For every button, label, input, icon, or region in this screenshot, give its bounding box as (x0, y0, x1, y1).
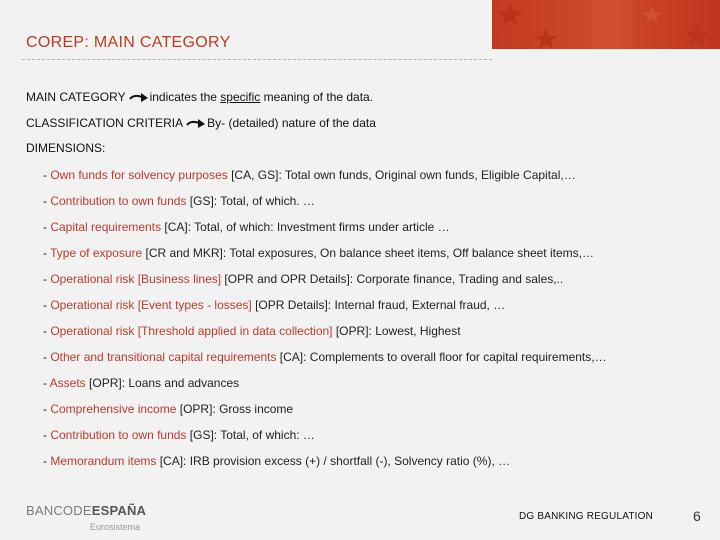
dimension-detail: [OPR]: Loans and advances (85, 376, 240, 390)
dimension-detail: [CA]: Total, of which: Investment firms under article … (161, 220, 450, 234)
list-item: - Capital requirements [CA]: Total, of which: Investment firms under article … (43, 220, 450, 234)
list-item: - Operational risk [Business lines] [OPR and OPR Details]: Corporate finance, Trading and sales,.. (43, 272, 564, 286)
logo-text-light: BANCODE (26, 503, 92, 518)
dimension-name: Contribution to own funds (50, 428, 187, 442)
dimensions-heading: DIMENSIONS: (26, 141, 106, 155)
dimension-name: Memorandum items (50, 454, 157, 468)
corner-decoration (492, 0, 720, 49)
right-arrow-icon (129, 91, 149, 103)
definition-main-category (26, 90, 373, 104)
department-label: DG BANKING REGULATION (519, 511, 654, 522)
dimension-name: Capital requirements (50, 220, 162, 234)
dimension-detail: [OPR]: Lowest, Highest (332, 324, 461, 338)
list-item: - Type of exposure [CR and MKR]: Total exposures, On balance sheet items, Off balance sheet items,… (43, 246, 594, 260)
dimension-name: Operational risk [Threshold applied in data collection] (50, 324, 333, 338)
definition-term: CLASSIFICATION CRITERIA (26, 116, 184, 130)
definition-text: By- (detailed) nature of the data (207, 116, 376, 130)
dimension-name: Comprehensive income (50, 402, 177, 416)
page-number: 6 (693, 508, 701, 524)
dimension-detail: [OPR]: Gross income (176, 402, 294, 416)
list-item: - Operational risk [Event types - losses] [OPR Details]: Internal fraud, External fraud, … (43, 298, 506, 312)
dimension-name: Own funds for solvency purposes (50, 168, 228, 182)
dimension-name: Operational risk [Business lines] (50, 272, 222, 286)
dimension-detail: [GS]: Total, of which. … (186, 194, 315, 208)
dimension-name: Contribution to own funds (50, 194, 187, 208)
list-item: - Memorandum items [CA]: IRB provision excess (+) / shortfall (-), Solvency ratio (%), … (43, 454, 511, 468)
dimension-detail: [CA]: IRB provision excess (+) / shortfall (-), Solvency ratio (%), … (156, 454, 511, 468)
list-item: - Assets [OPR]: Loans and advances (43, 376, 240, 390)
definition-text-end: meaning of the data. (260, 90, 374, 104)
dimension-detail: [GS]: Total, of which: … (186, 428, 315, 442)
dimension-name: Other and transitional capital requirements (50, 350, 277, 364)
list-item: - Contribution to own funds [GS]: Total, of which. … (43, 194, 315, 208)
dimension-detail: [CA, GS]: Total own funds, Original own funds, Eligible Capital,… (227, 168, 576, 182)
bank-logo (26, 503, 146, 532)
dimension-name: Type of exposure (50, 246, 143, 260)
dimension-detail: [CR and MKR]: Total exposures, On balance sheet items, Off balance sheet items,… (142, 246, 594, 260)
list-item: - Comprehensive income [OPR]: Gross income (43, 402, 294, 416)
list-item: - Contribution to own funds [GS]: Total, of which: … (43, 428, 315, 442)
logo-subtitle: Eurosistema (90, 522, 141, 532)
right-arrow-icon (186, 117, 206, 129)
definition-emphasis: specific (220, 90, 261, 104)
list-item: - Own funds for solvency purposes [CA, GS]: Total own funds, Original own funds, Eligible Capital,… (43, 168, 576, 182)
star-icon (492, 0, 720, 49)
logo-text-bold: ESPAÑA (91, 503, 147, 518)
dimension-name: Assets (49, 376, 86, 390)
dimensions-list (43, 168, 607, 480)
page-title: COREP: MAIN CATEGORY (26, 34, 231, 51)
dimension-name: Operational risk [Event types - losses] (50, 298, 252, 312)
list-item: - Operational risk [Threshold applied in data collection] [OPR]: Lowest, Highest (43, 324, 461, 338)
title-divider (22, 59, 492, 60)
definition-classification-criteria (26, 116, 376, 130)
definition-term: MAIN CATEGORY (26, 90, 126, 104)
dimension-detail: [OPR Details]: Internal fraud, External fraud, … (251, 298, 506, 312)
list-item: - Other and transitional capital requirements [CA]: Complements to overall floor for capital requirements,… (43, 350, 607, 364)
dimension-detail: [OPR and OPR Details]: Corporate finance, Trading and sales,.. (221, 272, 564, 286)
definition-text: indicates the (149, 90, 221, 104)
dimension-detail: [CA]: Complements to overall floor for capital requirements,… (276, 350, 607, 364)
